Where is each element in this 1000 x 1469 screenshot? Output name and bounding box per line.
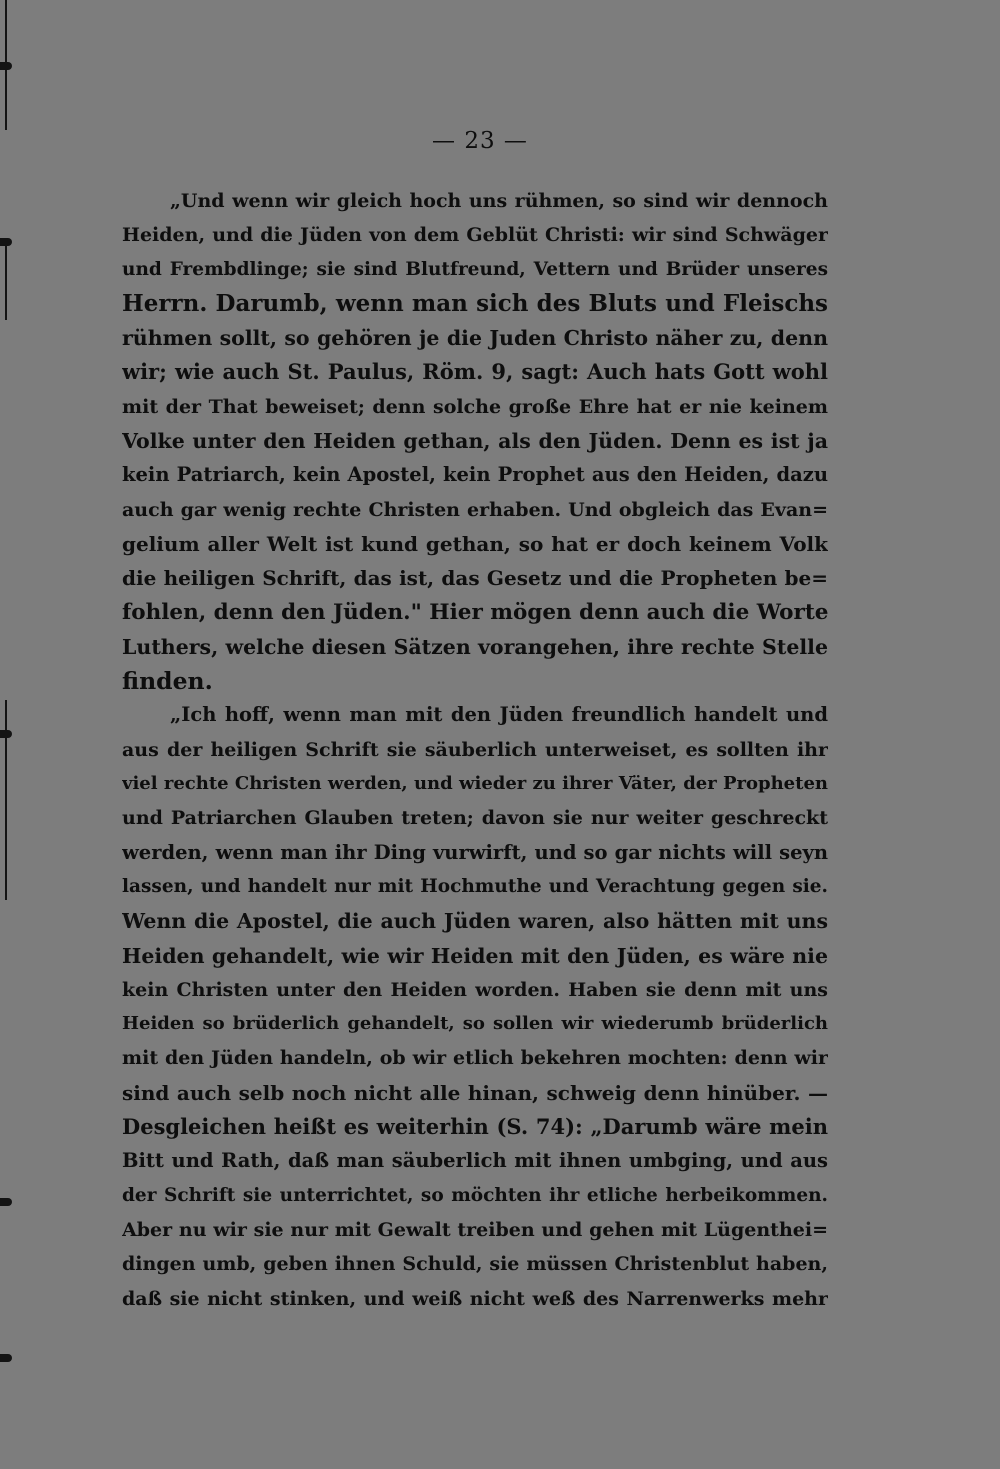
- text-line: die heiligen Schrift, das ist, das Gesetz und die Propheten be=: [122, 566, 828, 591]
- page-number: — 23 —: [432, 128, 528, 154]
- text-line: Volke unter den Heiden gethan, als den Jüden. Denn es ist ja: [122, 429, 828, 454]
- text-line: Heiden, und die Jüden von dem Geblüt Christi: wir sind Schwäger: [122, 224, 828, 247]
- text-line: gelium aller Welt ist kund gethan, so hat er doch keinem Volk: [122, 531, 828, 556]
- text-line: dingen umb, geben ihnen Schuld, sie müssen Christenblut haben,: [122, 1253, 828, 1276]
- binding-edge-mark: [0, 730, 12, 738]
- text-line: „Ich hoff, wenn man mit den Jüden freundlich handelt und: [170, 703, 828, 727]
- text-line: daß sie nicht stinken, und weiß nicht weß des Narrenwerks mehr: [122, 1287, 828, 1310]
- text-line: viel rechte Christen werden, und wieder zu ihrer Väter, der Propheten: [122, 773, 828, 795]
- text-line: wir; wie auch St. Paulus, Röm. 9, sagt: Auch hats Gott wohl: [122, 359, 828, 385]
- text-line: der Schrift sie unterrichtet, so möchten ihr etliche herbeikommen.: [122, 1184, 828, 1206]
- text-line: finden.: [122, 667, 213, 696]
- text-line: auch gar wenig rechte Christen erhaben. Und obgleich das Evan=: [122, 498, 828, 521]
- text-line: aus der heiligen Schrift sie säuberlich unterweiset, es sollten ihr: [122, 738, 828, 761]
- text-line: Desgleichen heißt es weiterhin (S. 74): „Darumb wäre mein: [122, 1114, 828, 1140]
- text-line: kein Patriarch, kein Apostel, kein Prophet aus den Heiden, dazu: [122, 463, 828, 487]
- text-line: kein Christen unter den Heiden worden. Haben sie denn mit uns: [122, 978, 828, 1001]
- text-line: fohlen, denn den Jüden." Hier mögen denn auch die Worte: [122, 599, 828, 625]
- text-line: mit der That beweiset; denn solche große Ehre hat er nie keinem: [122, 395, 828, 418]
- text-line: Luthers, welche diesen Sätzen vorangehen, ihre rechte Stelle: [122, 634, 828, 659]
- text-line: Heiden gehandelt, wie wir Heiden mit den Jüden, es wäre nie: [122, 943, 828, 968]
- text-line: sind auch selb noch nicht alle hinan, schweig denn hinüber. —: [122, 1080, 828, 1105]
- body-text: [122, 184, 828, 1316]
- text-line: Aber nu wir sie nur mit Gewalt treiben und gehen mit Lügenthei=: [122, 1218, 828, 1241]
- text-line: rühmen sollt, so gehören je die Juden Christo näher zu, denn: [122, 326, 828, 351]
- binding-edge-mark: [0, 1198, 12, 1206]
- text-line: Wenn die Apostel, die auch Jüden waren, also hätten mit uns: [122, 909, 828, 934]
- text-line: „Und wenn wir gleich hoch uns rühmen, so sind wir dennoch: [170, 190, 828, 212]
- text-line: werden, wenn man ihr Ding vurwirft, und so gar nichts will seyn: [122, 840, 828, 864]
- binding-edge-mark: [0, 238, 12, 246]
- text-line: Herrn. Darumb, wenn man sich des Bluts und Fleischs: [122, 289, 828, 317]
- binding-edge-line: [5, 240, 7, 320]
- binding-edge-mark: [0, 62, 12, 70]
- text-line: Heiden so brüderlich gehandelt, so sollen wir wiederumb brüderlich: [122, 1013, 828, 1035]
- text-line: Bitt und Rath, daß man säuberlich mit ihnen umbging, und aus: [122, 1149, 828, 1173]
- binding-edge-mark: [0, 1354, 12, 1362]
- text-line: und Frembdlinge; sie sind Blutfreund, Vettern und Brüder unseres: [122, 258, 828, 280]
- text-line: und Patriarchen Glauben treten; davon sie nur weiter geschreckt: [122, 807, 828, 830]
- text-line: mit den Jüden handeln, ob wir etlich bekehren mochten: denn wir: [122, 1047, 828, 1070]
- text-line: lassen, und handelt nur mit Hochmuthe und Verachtung gegen sie.: [122, 875, 828, 897]
